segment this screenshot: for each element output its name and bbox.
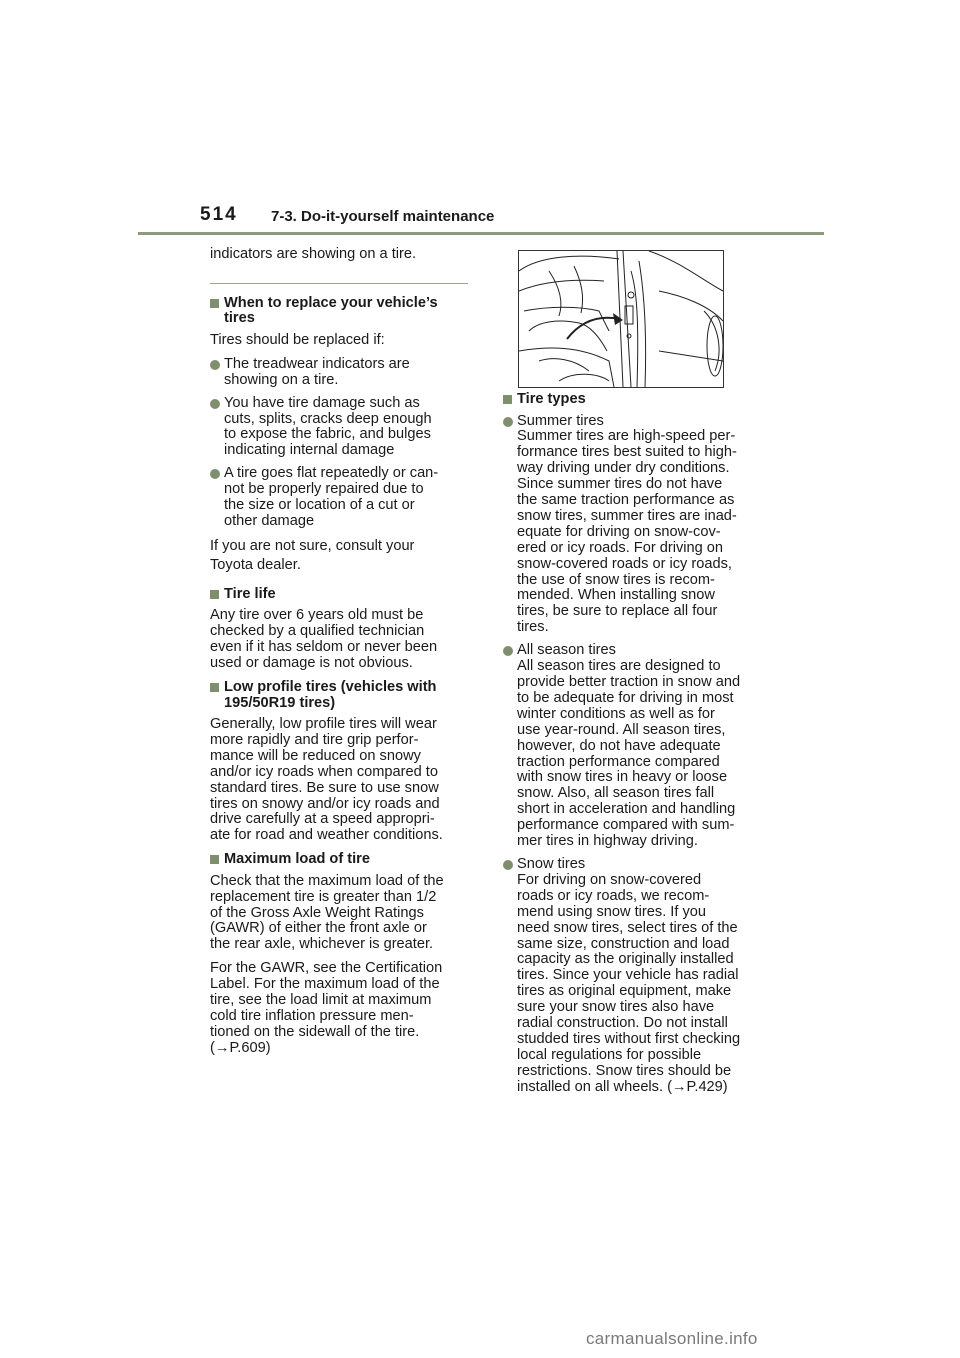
circle-bullet-icon [210, 399, 220, 409]
section-divider [210, 283, 468, 284]
text-line: winter conditions as well as for [517, 705, 715, 722]
text-line: (GAWR) of either the front axle or [210, 920, 427, 937]
text-line: tires. [517, 619, 549, 636]
text-line: mended. When installing snow [517, 587, 715, 604]
text-line: tioned on the sidewall of the tire. [210, 1023, 420, 1040]
text-line: Summer tires are high-speed per- [517, 428, 736, 445]
unsure-text [210, 537, 470, 575]
text-line: A tire goes flat repeatedly or can- [224, 465, 439, 482]
page-header [0, 0, 960, 240]
circle-bullet-icon [503, 417, 513, 427]
heading-line: 195/50R19 tires) [224, 694, 336, 711]
text-line: tire, see the load limit at maximum [210, 992, 432, 1009]
text-line: ered or icy roads. For driving on [517, 539, 724, 556]
text-line: and/or icy roads when compared to [210, 763, 438, 780]
text-line: use year-round. All season tires, [517, 721, 726, 738]
text-line: equate for driving on snow-cov- [517, 523, 721, 540]
text-line: the rear axle, whichever is greater. [210, 936, 434, 953]
text-line: capacity as the originally installed [517, 951, 734, 968]
text-line: snow-covered roads or icy roads, [517, 555, 732, 572]
text-line: Label. For the maximum load of the [210, 976, 440, 993]
heading-low-profile [210, 680, 470, 711]
text-line: Generally, low profile tires will wear [210, 716, 437, 732]
max-load-text [210, 874, 470, 954]
text-line: tires. Since your vehicle has radial [517, 967, 739, 984]
text-line: The treadwear indicators are [224, 355, 410, 372]
text-line: of the Gross Axle Weight Ratings [210, 904, 424, 921]
list-item [210, 357, 470, 389]
text-line: however, do not have adequate [517, 737, 721, 754]
heading-line: Low profile tires (vehicles with [224, 679, 437, 695]
text-line: the use of snow tires is recom- [517, 571, 715, 588]
text-line: restrictions. Snow tires should be [517, 1062, 732, 1079]
heading-line: When to replace your vehicle’s [224, 294, 438, 311]
text-line: sure your snow tires also have [517, 999, 715, 1016]
right-column [503, 392, 751, 1103]
text-line: All season tires are designed to [517, 658, 721, 675]
text-line: You have tire damage such as [224, 394, 420, 411]
text-line: For the GAWR, see the Certification [210, 960, 443, 977]
item-title: All season tires [517, 642, 616, 659]
text-line: studded tires without first checking [517, 1030, 741, 1047]
heading-text: Maximum load of tire [224, 851, 370, 868]
heading-line: tires [224, 310, 255, 327]
text-line: snow. Also, all season tires fall [517, 785, 715, 802]
text-line: cuts, splits, cracks deep enough [224, 410, 432, 427]
text-line: mer tires in highway driving. [517, 833, 698, 850]
item-title: Summer tires [517, 412, 604, 429]
list-item-snow-tires [503, 857, 751, 1096]
square-bullet-icon [503, 395, 512, 404]
square-bullet-icon [210, 299, 219, 308]
page-reference[interactable]: (→P.609) [210, 1039, 271, 1056]
list-item-all-season-tires [503, 643, 751, 850]
page-number: 514 [200, 204, 238, 225]
page-reference[interactable]: installed on all wheels. (→P.429) [517, 1078, 728, 1095]
circle-bullet-icon [210, 469, 220, 479]
text-line: mend using snow tires. If you [517, 903, 706, 920]
left-column [210, 247, 470, 1065]
text-line: other damage [224, 512, 315, 529]
text-line: checked by a qualified technician [210, 623, 425, 640]
text-line: used or damage is not obvious. [210, 655, 413, 672]
text-line: Check that the maximum load of the [210, 872, 444, 889]
text-line: replacement tire is greater than 1/2 [210, 888, 437, 905]
text-line: mance will be reduced on snowy [210, 747, 421, 764]
text-line: Toyota dealer. [210, 556, 301, 573]
heading-text: Tire types [517, 391, 586, 407]
list-item [210, 466, 470, 530]
text-line: provide better traction in snow and [517, 674, 741, 690]
text-line: more rapidly and tire grip perfor- [210, 731, 419, 748]
heading-tire-types [503, 392, 751, 408]
text-line: with snow tires in heavy or loose [517, 769, 728, 786]
heading-when-to-replace [210, 296, 470, 327]
section-title: 7-3. Do-it-yourself maintenance [271, 208, 495, 225]
list-item [210, 396, 470, 460]
text-line: ate for road and weather conditions. [210, 827, 443, 844]
car-door-pillar-drawing [519, 251, 723, 387]
text-line: tires on snowy and/or icy roads and [210, 795, 440, 812]
square-bullet-icon [210, 855, 219, 864]
text-line: tires, be sure to replace all four [517, 603, 718, 620]
text-line: roads or icy roads, we recom- [517, 887, 710, 904]
text-line: not be properly repaired due to [224, 481, 424, 498]
certification-label-illustration [518, 250, 724, 388]
text-line: Since summer tires do not have [517, 476, 723, 493]
heading-max-load [210, 852, 470, 868]
text-line: performance compared with sum- [517, 817, 735, 834]
tire-life-text [210, 608, 470, 672]
text-line: local regulations for possible [517, 1046, 702, 1063]
square-bullet-icon [210, 590, 219, 599]
watermark: carmanualsonline.info [586, 1329, 758, 1348]
text-line: standard tires. Be sure to use snow [210, 779, 439, 796]
text-line: traction performance compared [517, 753, 720, 770]
text-line: way driving under dry conditions. [517, 460, 730, 477]
text-line: snow tires, summer tires are inad- [517, 507, 737, 524]
text-line: formance tires best suited to high- [517, 444, 737, 461]
list-item-summer-tires [503, 414, 751, 637]
text-line: radial construction. Do not install [517, 1015, 728, 1032]
text-line: short in acceleration and handling [517, 801, 736, 818]
item-title: Snow tires [517, 855, 586, 872]
text-line: the same traction performance as [517, 492, 735, 509]
header-divider [138, 232, 824, 235]
text-line: the size or location of a cut or [224, 497, 415, 514]
gawr-text [210, 961, 470, 1056]
low-profile-text [210, 717, 470, 844]
text-line: showing on a tire. [224, 371, 339, 388]
text-line: For driving on snow-covered [517, 871, 702, 888]
circle-bullet-icon [503, 646, 513, 656]
text-line: Any tire over 6 years old must be [210, 607, 424, 624]
text-line: cold tire inflation pressure men- [210, 1008, 414, 1024]
text-line: to expose the fabric, and bulges [224, 426, 431, 443]
replace-intro: Tires should be replaced if: [210, 331, 385, 348]
text-line: indicating internal damage [224, 442, 395, 459]
circle-bullet-icon [210, 360, 220, 370]
heading-tire-life [210, 587, 470, 603]
circle-bullet-icon [503, 860, 513, 870]
square-bullet-icon [210, 683, 219, 692]
text-line: If you are not sure, consult your [210, 537, 415, 554]
text-line: to be adequate for driving in most [517, 689, 734, 706]
text-line: need snow tires, select tires of the [517, 919, 738, 936]
text-line: tires as original equipment, make [517, 983, 732, 1000]
text-line: even if it has seldom or never been [210, 639, 438, 656]
text-line: same size, construction and load [517, 935, 730, 952]
intro-text: indicators are showing on a tire. [210, 246, 417, 262]
text-line: drive carefully at a speed appropri- [210, 811, 435, 828]
heading-text: Tire life [224, 585, 276, 602]
